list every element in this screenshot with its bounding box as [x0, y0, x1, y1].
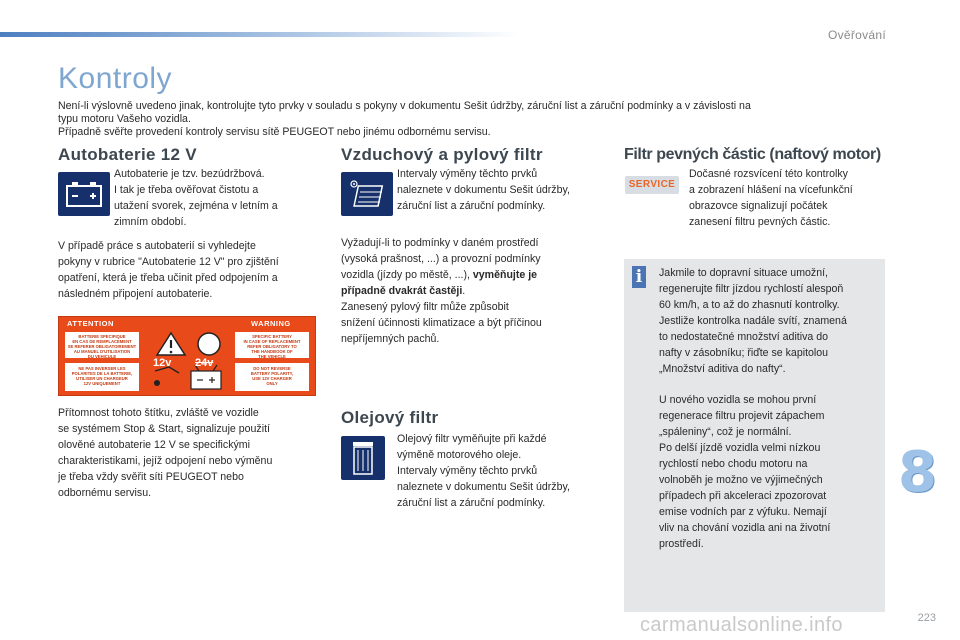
- header-accent-bar: [0, 32, 520, 37]
- label-line: EN CAS DE REMPLACEMENT: [72, 339, 132, 344]
- warning-label-right-bottom: [235, 363, 309, 391]
- text-line: odbornému servisu.: [58, 487, 152, 499]
- text-line: pokyny v rubrice "Autobaterie 12 V" pro zjištění: [58, 256, 279, 268]
- intro-text: [58, 100, 898, 139]
- text-line: I tak je třeba ověřovat čistotu a: [114, 184, 259, 196]
- label-line: SPECIFIC BATTERY: [252, 334, 292, 339]
- section-label: Ověřování: [827, 28, 886, 42]
- text-line: obrazovce signalizují počátek: [689, 200, 828, 212]
- air-filter-icon: [341, 172, 393, 216]
- text-line: je třeba vždy svěřit síti PEUGEOT nebo: [58, 471, 244, 483]
- label-line: BATTERIE SPECIFIQUE: [78, 334, 126, 339]
- intro-line: typu motoru Vašeho vozidla.: [58, 113, 191, 125]
- label-line: ONLY: [266, 381, 278, 386]
- label-line: 12V UNIQUEMENT: [83, 381, 121, 386]
- oil-filter-icon: [341, 436, 385, 480]
- text-line: záruční list a záruční podmínky.: [397, 497, 546, 509]
- particle-filter-text: [689, 166, 889, 230]
- label-line: THE VEHICLE: [258, 354, 286, 359]
- warning-volt-ok: 12v: [153, 357, 172, 369]
- text-line: vliv na chování vozidla ani na životní: [659, 522, 831, 534]
- text-line: prostředí.: [659, 538, 704, 550]
- particle-filter-heading: Filtr pevných částic (naftový motor): [624, 146, 881, 163]
- warning-label-right-top: [235, 332, 309, 358]
- text-line: Jakmile to dopravní situace umožní,: [659, 267, 828, 279]
- warning-label-left-top: [65, 332, 139, 358]
- text-line: volnoběh je možno ve výjimečných: [659, 474, 823, 486]
- info-text-1: [659, 265, 883, 377]
- text-line: emise vodních par z výfuku. Nemají: [659, 506, 827, 518]
- text-line: zimním období.: [114, 216, 187, 228]
- warning-volt-no: 24v: [195, 357, 214, 369]
- text-line: se systémem Stop & Start, signalizuje použití: [58, 423, 270, 435]
- info-text-2: [659, 392, 883, 552]
- text-line: [341, 283, 609, 299]
- text-line: záruční list a záruční podmínky.: [397, 200, 546, 212]
- text-line: V případě práce s autobaterií si vyhledejte: [58, 240, 256, 252]
- label-line: BATTERY POLARITY,: [250, 371, 294, 376]
- text-line: regenerace filtru projevit zápachem: [659, 410, 825, 422]
- page-number: 223: [917, 612, 936, 624]
- warning-label-left-bottom: [65, 363, 139, 391]
- info-icon: i: [632, 266, 646, 288]
- text-line: olověné autobaterie 12 V se specifickými: [58, 439, 250, 451]
- bold-text: případně dvakrát častěji: [341, 285, 463, 297]
- text-line: „Množství aditiva do nafty“.: [659, 363, 786, 375]
- text-line: opatření, která je třeba učinit před odpojením a: [58, 272, 278, 284]
- text-line: Přítomnost tohoto štítku, zvláště ve vozidle: [58, 407, 259, 419]
- text-line: výměně motorového oleje.: [397, 449, 522, 461]
- text-line: (vysoká prašnost, ...) a provozní podmínky: [341, 253, 541, 265]
- battery-text-1: [114, 166, 314, 230]
- text-line: Zanesený pylový filtr může způsobit: [341, 301, 509, 313]
- text-line: Olejový filtr vyměňujte při každé: [397, 433, 547, 445]
- battery-warning-label: [58, 316, 316, 396]
- air-filter-text-1: [397, 166, 607, 214]
- text-line: naleznete v dokumentu Sešit údržby,: [397, 481, 570, 493]
- text-line: to nedostatečné množství aditiva do: [659, 331, 829, 343]
- text-line: Intervaly výměny těchto prvků: [397, 465, 538, 477]
- label-line: USE 12V CHARGER: [252, 376, 292, 381]
- air-filter-text-2: [341, 235, 609, 347]
- warning-label-left-title: ATTENTION: [67, 319, 114, 328]
- chapter-number: 8: [898, 440, 937, 505]
- service-warning-icon: SERVICE: [625, 176, 679, 194]
- label-line: DU VEHICULE: [87, 354, 117, 359]
- label-line: THE HANDBOOK OF: [251, 349, 293, 354]
- text-line: Vyžadují-li to podmínky v daném prostředí: [341, 237, 539, 249]
- text-line: Autobaterie je tzv. bezúdržbová.: [114, 168, 265, 180]
- text-line: U nového vozidla se mohou první: [659, 394, 817, 406]
- text-line: Jestliže kontrolka nadále svítí, znamená: [659, 315, 847, 327]
- label-line: SE REFERER OBLIGATOIREMENT: [67, 344, 137, 349]
- warning-label-pictograms: [151, 331, 225, 393]
- text-line: zanesení filtru pevných částic.: [689, 216, 831, 228]
- label-line: DO NOT REVERSE: [253, 366, 291, 371]
- text-line: 60 km/h, a to až do zhasnutí kontrolky.: [659, 299, 840, 311]
- label-line: REFER OBLIGATORY TO: [247, 344, 297, 349]
- watermark: carmanualsonline.info: [640, 614, 843, 636]
- text-line: nafty v zásobníku; řiďte se kapitolou: [659, 347, 829, 359]
- label-line: AU MANUEL D'UTILISATION: [73, 349, 131, 354]
- text-line: „spáleniny“, což je normální.: [659, 426, 792, 438]
- warning-label-right-title: WARNING: [251, 319, 291, 328]
- battery-heading: Autobaterie 12 V: [58, 145, 197, 164]
- bold-text: vyměňujte je: [472, 269, 538, 281]
- text-line: Intervaly výměny těchto prvků: [397, 168, 538, 180]
- text-line: regenerujte filtr jízdou rychlostí alespoň: [659, 283, 844, 295]
- text-span: vozidla (jízdy po městě, ...),: [341, 269, 473, 281]
- battery-icon: [58, 172, 110, 216]
- text-span: .: [462, 285, 466, 297]
- label-line: POLARITES DE LA BATTERIE,: [71, 371, 133, 376]
- intro-line: Případně svěřte provedení kontroly servisu sítě PEUGEOT nebo jinému odbornému servisu.: [58, 126, 491, 138]
- text-line: naleznete v dokumentu Sešit údržby,: [397, 184, 570, 196]
- battery-text-2: [58, 238, 320, 302]
- battery-text-3: [58, 405, 320, 501]
- oil-filter-heading: Olejový filtr: [341, 408, 439, 427]
- text-line: případech při akceleraci zpozorovat: [659, 490, 827, 502]
- text-line: a zobrazení hlášení na vícefunkční: [689, 184, 853, 196]
- air-filter-heading: Vzduchový a pylový filtr: [341, 145, 543, 164]
- text-line: [341, 267, 609, 283]
- text-line: utažení svorek, zejména v letním a: [114, 200, 278, 212]
- intro-line: Není-li výslovně uvedeno jinak, kontrolujte tyto prvky v souladu s pokyny v dokumentu Sešit údržby, záruční list a záruční podmínky a v závislosti na: [58, 100, 751, 112]
- text-line: rychlostí nebo chodu motoru na: [659, 458, 808, 470]
- text-line: Dočasné rozsvícení této kontrolky: [689, 168, 848, 180]
- oil-filter-text: [397, 431, 607, 511]
- text-line: následném připojení autobaterie.: [58, 288, 213, 300]
- label-line: NE PAS INVERSER LES: [78, 366, 126, 371]
- text-line: Po delší jízdě vozidla velmi nízkou: [659, 442, 821, 454]
- label-line: IN CASE OF REPLACEMENT: [243, 339, 301, 344]
- label-line: UTILISER UN CHARGEUR: [76, 376, 128, 381]
- text-line: charakteristikami, jejíž odpojení nebo výměnu: [58, 455, 273, 467]
- page-title: Kontroly: [58, 62, 173, 95]
- text-line: nepříjemných pachů.: [341, 333, 440, 345]
- text-line: snížení účinnosti klimatizace a být příčinou: [341, 317, 542, 329]
